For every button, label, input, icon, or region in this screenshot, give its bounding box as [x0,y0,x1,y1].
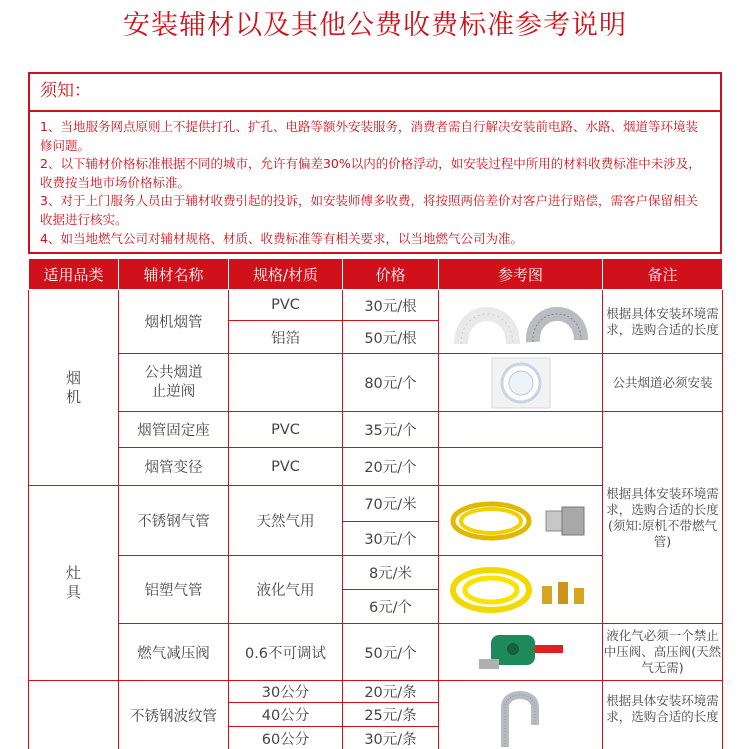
material-name: 铝塑气管 [119,556,229,624]
material-name: 烟管变径 [119,448,229,486]
note-cell: 根据具体安装环境需求，选购合适的长度 [603,681,723,749]
aluminum-plastic-pipe-image [439,556,603,624]
price-cell: 30元/个 [343,522,439,556]
table-row [29,624,723,681]
pressure-regulator-image [439,624,603,681]
price-cell: 30元/条 [343,727,439,749]
material-name: 不锈钢气管 [119,486,229,556]
price-cell: 6元/个 [343,590,439,624]
column-header: 备注 [603,259,723,290]
category-cell: 烟 机 [29,290,119,486]
table-row [29,290,723,321]
price-cell: 20元/个 [343,448,439,486]
table-header-row [29,259,723,290]
notice-item: 2、以下辅材价格标准根据不同的城市，允许有偏差30%以内的价格浮动，如安装过程中所用的材料收费标准中未涉及，收费按当地市场价格标准。 [40,156,701,190]
note-cell: 液化气必须一个禁止中压阀、高压阀(天然气无需) [603,624,723,681]
table-row [29,681,723,703]
price-cell: 8元/米 [343,556,439,590]
material-name: 烟管固定座 [119,412,229,448]
spec-cell: 0.6不可调试 [229,624,343,681]
note-cell: 公共烟道必须安装 [603,354,723,412]
notice-item: 3、对于上门服务人员由于辅材收费引起的投诉，如安装师傅多收费，将按照两倍差价对客户进行赔偿，需客户保留相关收据进行核实。 [40,193,698,227]
note-cell: 根据具体安装环境需求，选购合适的长度(须知:原机不带燃气管) [603,412,723,624]
duct-pipe-image [439,290,603,354]
price-cell: 20元/条 [343,681,439,703]
material-name: 燃气减压阀 [119,624,229,681]
notice-box [28,72,722,254]
price-cell: 50元/根 [343,321,439,354]
price-cell: 30元/根 [343,290,439,321]
notice-body [30,112,720,248]
material-name: 不锈钢波纹管 [119,681,229,749]
spec-cell: PVC [229,412,343,448]
notice-heading: 须知： [30,74,720,112]
material-name: 烟机烟管 [119,290,229,354]
steel-gas-hose-image [439,486,603,556]
column-header: 辅材名称 [119,259,229,290]
notice-item: 1、当地服务网点原则上不提供打孔、扩孔、电路等额外安装服务，消费者需自行解决安装前电路、水路、烟道等环境装修问题。 [40,119,698,153]
price-cell: 80元/个 [343,354,439,412]
note-cell: 根据具体安装环境需求，选购合适的长度 [603,290,723,354]
category-cell: 灶 具 [29,486,119,681]
notice-item: 4、如当地燃气公司对辅材规格、材质、收费标准等有相关要求，以当地燃气公司为准。 [40,230,523,246]
price-cell: 50元/个 [343,624,439,681]
spec-cell: PVC [229,290,343,321]
spec-cell: 液化气用 [229,556,343,624]
column-header: 参考图 [439,259,603,290]
spec-cell: 40公分 [229,703,343,727]
column-header: 价格 [343,259,439,290]
price-cell: 35元/个 [343,412,439,448]
check-valve-image [439,354,603,412]
spec-cell: PVC [229,448,343,486]
corrugated-pipe-image [439,681,603,749]
spec-cell: 30公分 [229,681,343,703]
spec-cell: 铝箔 [229,321,343,354]
spec-cell: 60公分 [229,727,343,749]
price-cell: 25元/条 [343,703,439,727]
spec-cell: 天然气用 [229,486,343,556]
column-header: 适用品类 [29,259,119,290]
table-row [29,412,723,448]
spec-cell [229,354,343,412]
material-name: 公共烟道 止逆阀 [119,354,229,412]
table-row [29,354,723,412]
price-cell: 70元/米 [343,486,439,522]
column-header: 规格/材质 [229,259,343,290]
fee-table [28,258,723,749]
page-title: 安装辅材以及其他公费收费标准参考说明 [123,10,627,41]
